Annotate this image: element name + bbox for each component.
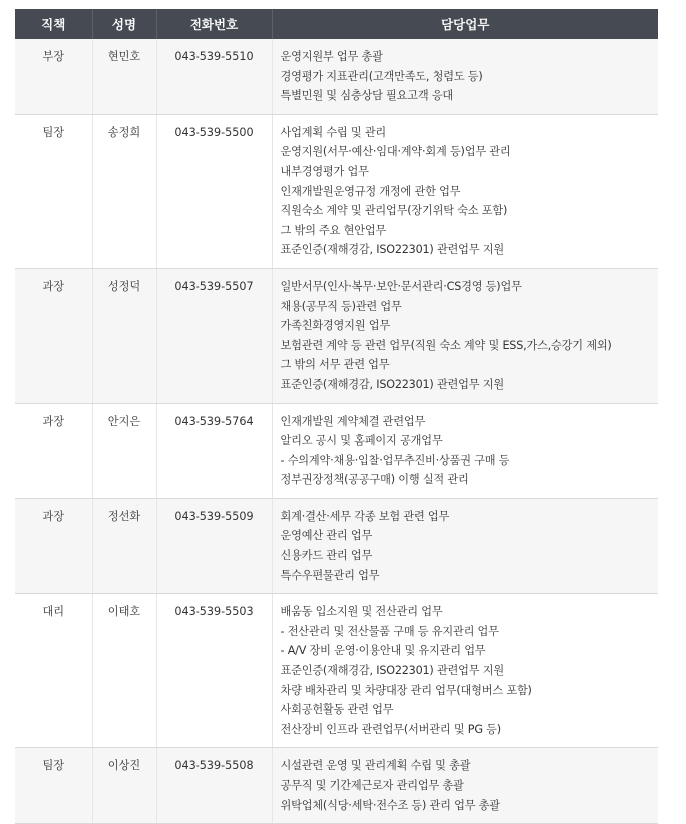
phone-number-cell	[156, 594, 272, 748]
person-name-cell	[92, 39, 156, 114]
table-header	[15, 9, 658, 39]
person-name: 이태호	[107, 605, 141, 619]
phone-number-cell	[156, 498, 272, 593]
duties-cell	[272, 268, 658, 403]
duty-line: 사회공헌활동 관련 업무	[280, 703, 394, 717]
phone-number: 043-539-5503	[174, 605, 254, 619]
duty-line: 그 밖의 주요 현안업무	[280, 223, 387, 237]
phone-number: 043-539-5507	[174, 279, 254, 293]
duty-line: 사업계획 수립 및 관리	[280, 125, 387, 139]
duty-line: 표준인증(재해경감, ISO22301) 관련업무 지원	[280, 664, 504, 678]
table-row	[15, 594, 658, 748]
position: 과장	[42, 414, 65, 428]
duty-line: 회계·결산·세무 각종 보험 관련 업무	[280, 509, 450, 523]
duty-line: 운영지원부 업무 총괄	[280, 50, 383, 63]
table-row	[15, 268, 658, 403]
duty-line: 내부경영평가 업무	[280, 164, 369, 178]
person-name: 송정희	[107, 125, 141, 139]
person-name-cell	[92, 403, 156, 498]
phone-number-cell	[156, 403, 272, 498]
duty-line: 운영예산 관리 업무	[280, 529, 373, 543]
person-name-cell	[92, 498, 156, 593]
duty-line: 일반서무(인사·복무·보안·문서관리·CS경영 등)업무	[280, 279, 522, 293]
phone-number-cell	[156, 748, 272, 824]
phone-number: 043-539-5500	[174, 125, 254, 139]
header-position: 직책	[15, 9, 92, 39]
person-name: 이상진	[107, 759, 141, 773]
duties-cell	[272, 748, 658, 824]
duty-line: 시설관련 운영 및 관리계획 수립 및 총괄	[280, 759, 471, 773]
duty-line: 공무직 및 기간제근로자 관리업무 총괄	[280, 779, 464, 792]
phone-number: 043-539-5510	[174, 50, 254, 63]
duty-line: - 수의계약·채용·입찰·업무추진비·상품권 구매 등	[280, 453, 510, 467]
table-row	[15, 748, 658, 824]
person-name: 성정덕	[107, 279, 141, 293]
duty-line: 정부권장정책(공공구매) 이행 실적 관리	[280, 473, 469, 487]
duty-line: 운영지원(서무·예산·임대·계약·회계 등)업무 관리	[280, 145, 511, 159]
table-row	[15, 498, 658, 593]
duty-line: 인재개발원운영규정 개정에 관한 업무	[280, 184, 461, 198]
position-cell	[15, 594, 92, 748]
duty-line: 인재개발원 계약체결 관련업무	[280, 414, 426, 428]
phone-number: 043-539-5508	[174, 759, 254, 773]
duty-line: 배움동 입소지원 및 전산관리 업무	[280, 605, 443, 619]
position-cell	[15, 114, 92, 268]
table-row	[15, 114, 658, 268]
duty-line: - 전산관리 및 전산물품 구매 등 유지관리 업무	[280, 624, 499, 638]
person-name: 현민호	[107, 50, 141, 63]
duty-line: 그 밖의 서무 관련 업무	[280, 358, 390, 372]
phone-number-cell	[156, 268, 272, 403]
duty-line: 알리오 공시 및 홈페이지 공개업무	[280, 434, 443, 448]
duty-line: 채용(공무직 등)관련 업무	[280, 299, 402, 313]
duty-line: 특별민원 및 심층상담 필요고객 응대	[280, 89, 454, 103]
duty-line: - A/V 장비 운영·이용안내 및 유지관리 업무	[280, 644, 486, 658]
position: 대리	[42, 605, 65, 619]
duty-line: 가족친화경영지원 업무	[280, 319, 390, 333]
header-row	[15, 9, 658, 39]
duty-line: 보험관련 계약 등 관련 업무(직원 숙소 계약 및 ESS,가스,승강기 제외)	[280, 338, 612, 352]
person-name-cell	[92, 268, 156, 403]
duties-cell	[272, 39, 658, 114]
position: 과장	[42, 279, 65, 293]
phone-number-cell	[156, 114, 272, 268]
duties-cell	[272, 403, 658, 498]
staff-directory	[15, 9, 658, 824]
position-cell	[15, 748, 92, 824]
position: 과장	[42, 509, 65, 523]
duties-cell	[272, 114, 658, 268]
person-name-cell	[92, 594, 156, 748]
duty-line: 위탁업체(식당·세탁·전수조 등) 관리 업무 총괄	[280, 798, 500, 812]
person-name-cell	[92, 114, 156, 268]
header-name: 성명	[92, 9, 156, 39]
duty-line: 경영평가 지표관리(고객만족도, 청렴도 등)	[280, 69, 483, 83]
position: 부장	[42, 50, 65, 63]
position: 팀장	[42, 125, 65, 139]
duty-line: 직원숙소 계약 및 관리업무(장기위탁 숙소 포함)	[280, 204, 508, 218]
duties-cell	[272, 498, 658, 593]
person-name: 정선화	[107, 509, 141, 523]
table-row	[15, 403, 658, 498]
phone-number-cell	[156, 39, 272, 114]
duties-cell	[272, 594, 658, 748]
position-cell	[15, 403, 92, 498]
duty-line: 차량 배차관리 및 차량대장 관리 업무(대형버스 포함)	[280, 683, 532, 697]
person-name: 안지은	[107, 414, 141, 428]
header-phone: 전화번호	[156, 9, 272, 39]
phone-number: 043-539-5509	[174, 509, 254, 523]
person-name-cell	[92, 748, 156, 824]
header-duties: 담당업무	[272, 9, 658, 39]
duty-line: 특수우편물관리 업무	[280, 568, 380, 582]
duty-line: 전산장비 인프라 관련업무(서버관리 및 PG 등)	[280, 722, 501, 736]
phone-number: 043-539-5764	[174, 414, 254, 428]
staff-table	[15, 9, 658, 824]
duty-line: 신용카드 관리 업무	[280, 549, 373, 563]
position: 팀장	[42, 759, 65, 773]
table-body	[15, 39, 658, 824]
duty-line: 표준인증(재해경감, ISO22301) 관련업무 지원	[280, 243, 504, 257]
position-cell	[15, 268, 92, 403]
table-row	[15, 39, 658, 114]
position-cell	[15, 39, 92, 114]
duty-line: 표준인증(재해경감, ISO22301) 관련업무 지원	[280, 377, 504, 391]
position-cell	[15, 498, 92, 593]
